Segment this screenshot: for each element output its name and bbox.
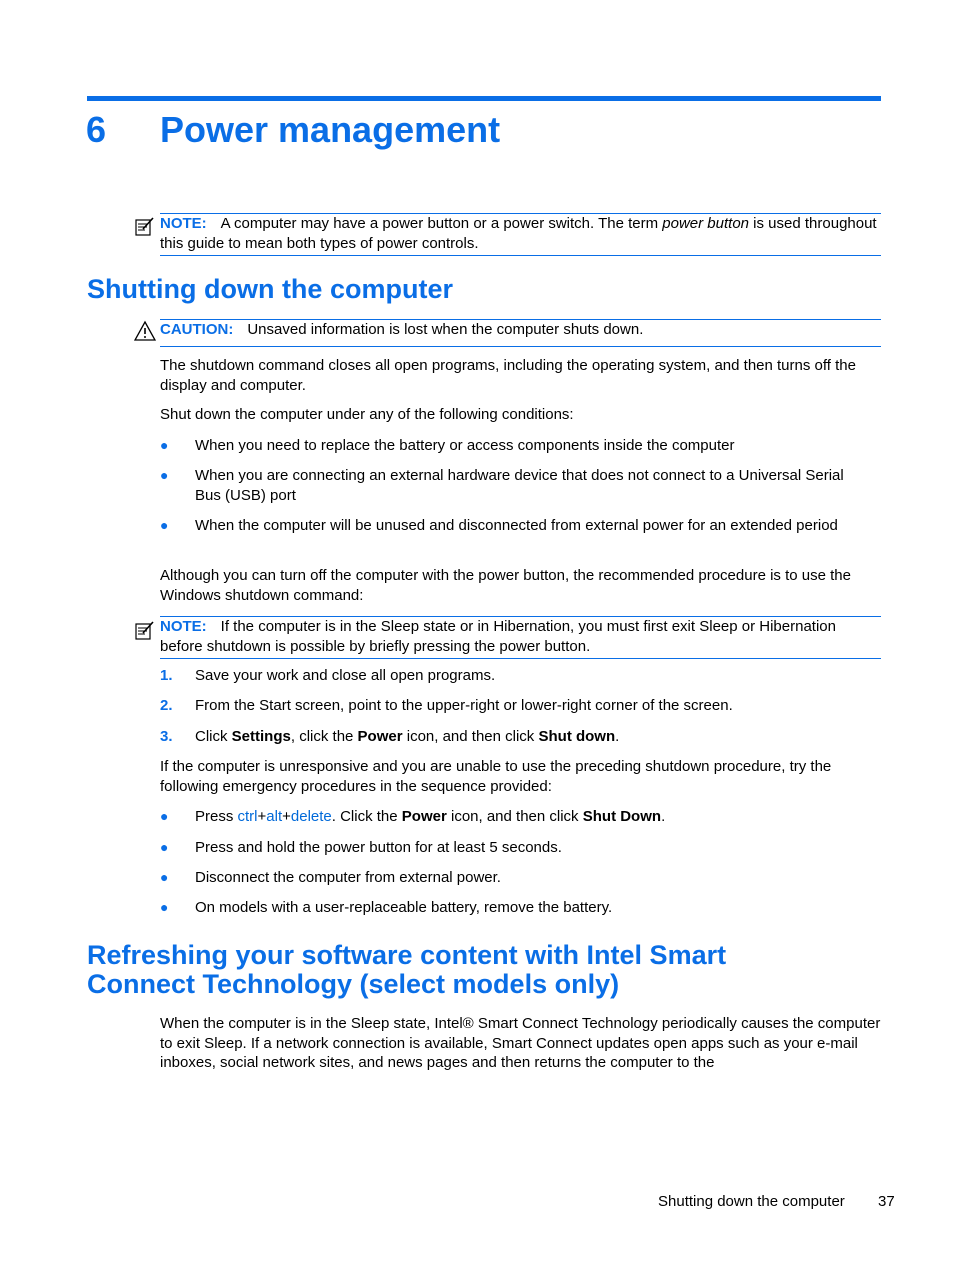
step-number: 2. — [160, 697, 173, 714]
caution-label: CAUTION: — [160, 321, 234, 338]
step-text: From the Start screen, point to the upper-right or lower-right corner of the screen. — [195, 697, 733, 714]
paragraph: If the computer is unresponsive and you are unable to use the preceding shutdown procedure, try the following emergency procedures in the sequence provided: — [160, 758, 832, 795]
chapter-title: Power management — [160, 109, 501, 150]
section-heading-line2: Connect Technology (select models only) — [87, 969, 620, 999]
note-emphasis: power button — [662, 215, 750, 232]
list-item: On models with a user-replaceable battery, remove the battery. — [195, 899, 613, 916]
note-icon — [134, 619, 156, 641]
paragraph: The shutdown command closes all open programs, including the operating system, and then turns off the display and computer. — [160, 357, 856, 394]
bullet-icon: ● — [160, 517, 169, 533]
note-label: NOTE: — [160, 215, 207, 232]
step-text: Click Settings, click the Power icon, and then click Shut down. — [195, 728, 620, 745]
paragraph: Shut down the computer under any of the following conditions: — [160, 406, 574, 423]
bullet-icon: ● — [160, 437, 169, 453]
key-alt-link[interactable]: alt — [266, 808, 283, 825]
note-box — [160, 213, 881, 256]
note-text: If the computer is in the Sleep state or in Hibernation, you must first exit Sleep or Hibernation before shutdown is possible by briefly pressing the power button. — [160, 618, 836, 655]
caution-text: Unsaved information is lost when the computer shuts down. — [247, 321, 644, 338]
bullet-icon: ● — [160, 808, 169, 824]
page-number: 37 — [878, 1193, 895, 1210]
chapter-number: 6 — [86, 109, 107, 150]
list-item: Press ctrl+alt+delete. Click the Power icon, and then click Shut Down. — [195, 808, 666, 825]
bullet-icon: ● — [160, 869, 169, 885]
note-text: A computer may have a power button or a power switch. The term — [220, 215, 663, 232]
bullet-icon: ● — [160, 899, 169, 915]
note-text-cont: is used throughout this guide to mean both types of power controls. — [160, 215, 877, 252]
caution-icon — [134, 320, 156, 342]
bullet-icon: ● — [160, 839, 169, 855]
key-delete-link[interactable]: delete — [290, 808, 332, 825]
section-heading: Refreshing your software content with Intel Smart — [87, 940, 727, 970]
footer-section-title: Shutting down the computer — [658, 1193, 845, 1210]
note-icon — [134, 215, 156, 237]
list-item: When the computer will be unused and disconnected from external power for an extended period — [195, 517, 838, 534]
list-item: Press and hold the power button for at least 5 seconds. — [195, 839, 562, 856]
caution-box — [160, 319, 881, 347]
list-item: Disconnect the computer from external power. — [195, 869, 501, 886]
bullet-icon: ● — [160, 467, 169, 483]
note-box — [160, 616, 881, 659]
paragraph: Although you can turn off the computer with the power button, the recommended procedure is to use the Windows shutdown command: — [160, 567, 851, 604]
step-number: 3. — [160, 728, 173, 745]
list-item: When you are connecting an external hardware device that does not connect to a Universal Serial Bus (USB) port — [195, 467, 844, 504]
note-label: NOTE: — [160, 618, 207, 635]
section-heading: Shutting down the computer — [87, 274, 453, 304]
paragraph: When the computer is in the Sleep state, Intel® Smart Connect Technology periodically causes the computer to exit Sleep. If a network connection is available, Smart Connect updates open apps such as your e-mail inboxes, social network sites, and news pages and then returns the computer to the — [160, 1015, 881, 1071]
step-text: Save your work and close all open programs. — [195, 667, 496, 684]
key-ctrl-link[interactable]: ctrl — [237, 808, 258, 825]
list-item: When you need to replace the battery or access components inside the computer — [195, 437, 735, 454]
chapter-rule — [87, 96, 881, 101]
step-number: 1. — [160, 667, 173, 684]
